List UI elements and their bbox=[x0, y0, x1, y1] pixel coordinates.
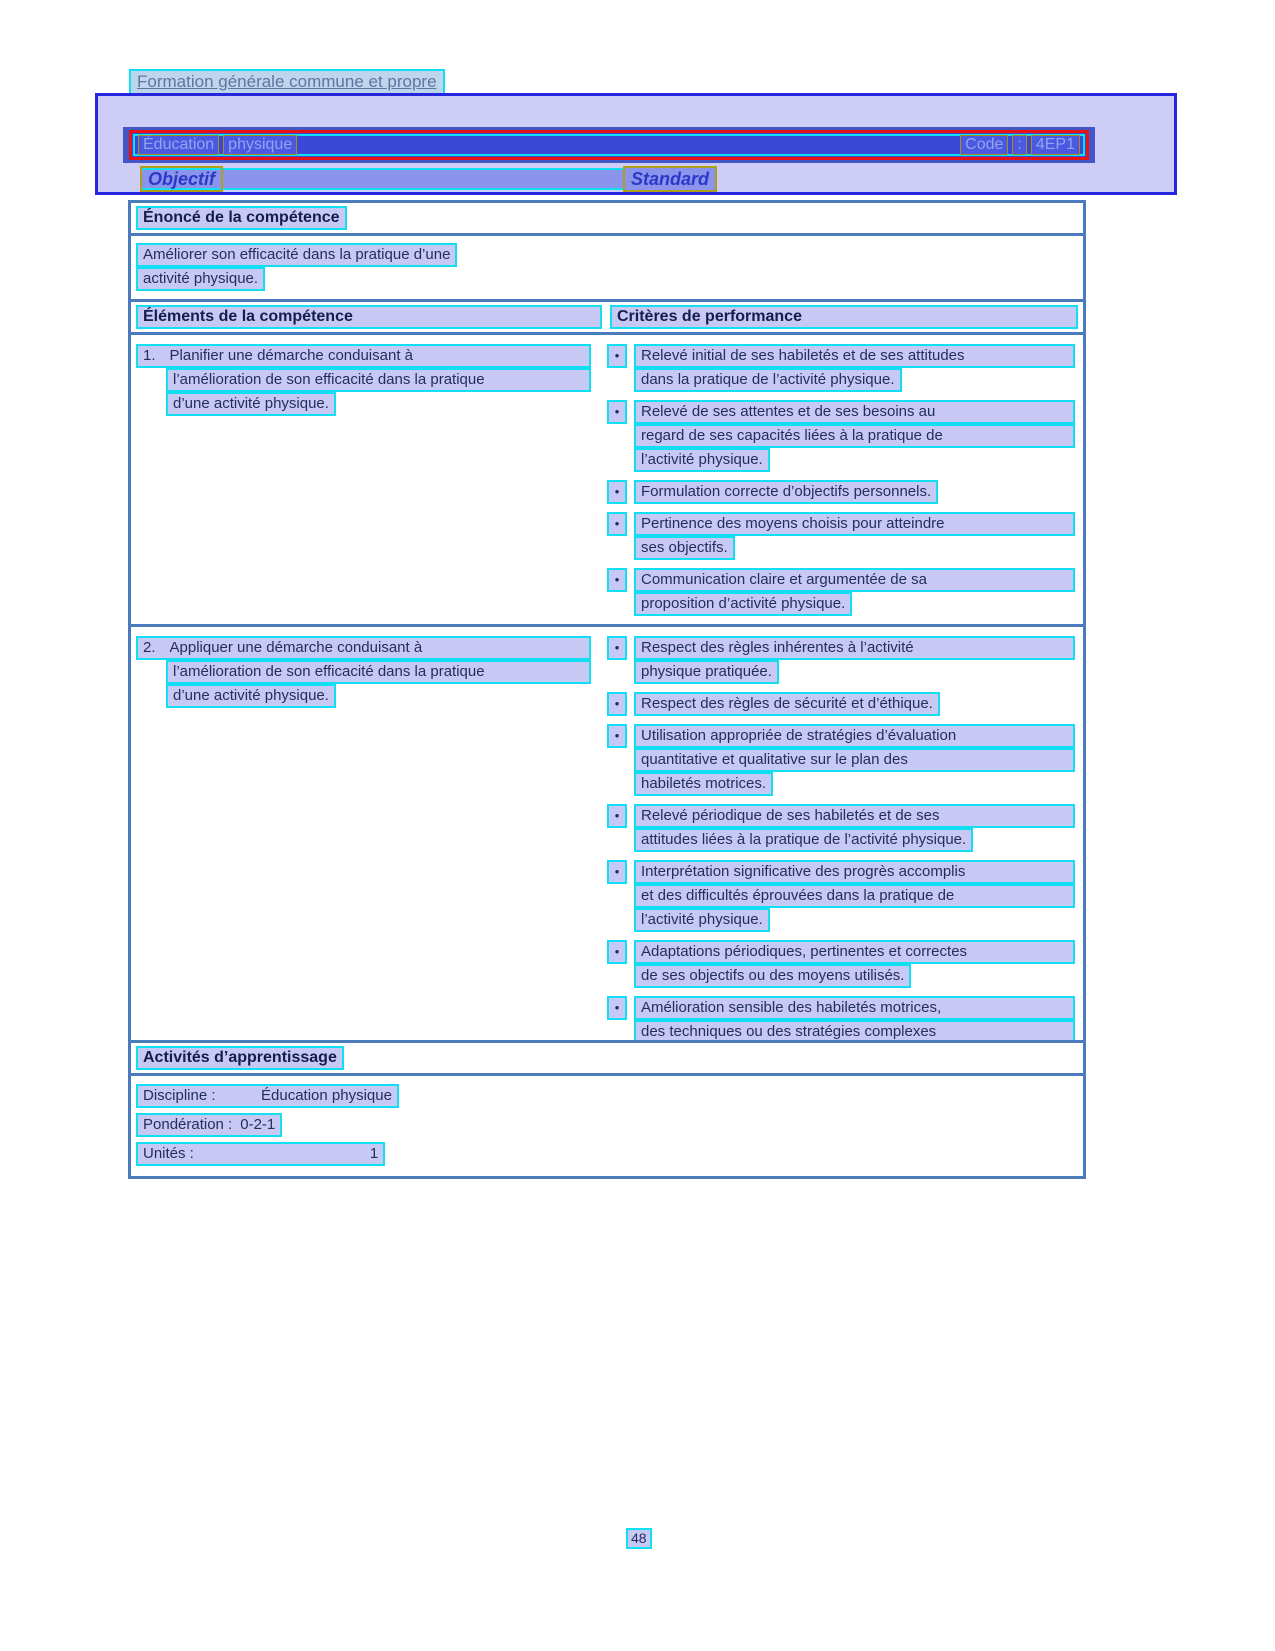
element-cell bbox=[131, 627, 597, 1076]
criterion-line: Amélioration sensible des habiletés motrices, bbox=[634, 996, 1075, 1020]
enonce-table bbox=[128, 200, 1086, 303]
criterion bbox=[607, 860, 1075, 932]
bullet-icon: • bbox=[607, 400, 627, 424]
criterion bbox=[607, 636, 1075, 684]
activites-table bbox=[128, 1040, 1086, 1179]
bullet-icon: • bbox=[607, 568, 627, 592]
subject-banner-line bbox=[133, 134, 1085, 156]
code-separator: : bbox=[1012, 135, 1026, 155]
bullet-icon: • bbox=[607, 512, 627, 536]
criterion-line: l’activité physique. bbox=[634, 908, 770, 932]
criterion-lines bbox=[634, 480, 1075, 504]
standard-label: Standard bbox=[623, 166, 717, 192]
field-label: Pondération : bbox=[143, 1116, 233, 1133]
criterion bbox=[607, 344, 1075, 392]
criterion-line: Formulation correcte d’objectifs personnels. bbox=[634, 480, 938, 504]
element-line bbox=[136, 344, 591, 368]
criterion bbox=[607, 480, 1075, 504]
criteres-header-cell bbox=[602, 305, 1078, 329]
field-ponderation bbox=[136, 1113, 1077, 1137]
enonce-header-row bbox=[131, 203, 1083, 236]
competence-table bbox=[128, 299, 1086, 1079]
criterion-line: attitudes liées à la pratique de l’activité physique. bbox=[634, 828, 973, 852]
criterion-line: Pertinence des moyens choisis pour atteindre bbox=[634, 512, 1075, 536]
activites-body bbox=[131, 1076, 1083, 1176]
element-line: d’une activité physique. bbox=[166, 684, 336, 708]
bullet-icon: • bbox=[607, 940, 627, 964]
criterion-line: quantitative et qualitative sur le plan des bbox=[634, 748, 1075, 772]
field-value: Éducation physique bbox=[261, 1087, 392, 1104]
activites-title: Activités d’apprentissage bbox=[136, 1046, 344, 1070]
criterion-line: proposition d’activité physique. bbox=[634, 592, 852, 616]
criterion bbox=[607, 692, 1075, 716]
bullet-icon: • bbox=[607, 860, 627, 884]
criterion-line: regard de ses capacités liées à la pratique de bbox=[634, 424, 1075, 448]
enonce-line: Améliorer son efficacité dans la pratique d’une bbox=[136, 243, 457, 267]
criterion-line: physique pratiquée. bbox=[634, 660, 779, 684]
criterion bbox=[607, 804, 1075, 852]
criteres-cell bbox=[597, 627, 1083, 1076]
elements-header-cell bbox=[136, 305, 602, 329]
criterion-line: Relevé initial de ses habiletés et de ses attitudes bbox=[634, 344, 1075, 368]
element-line: d’une activité physique. bbox=[166, 392, 336, 416]
criterion-line: Respect des règles inhérentes à l’activité bbox=[634, 636, 1075, 660]
criterion bbox=[607, 400, 1075, 472]
criterion-lines bbox=[634, 512, 1075, 560]
field-label: Unités : bbox=[143, 1145, 194, 1162]
criterion-line: de ses objectifs ou des moyens utilisés. bbox=[634, 964, 911, 988]
element-cell bbox=[131, 335, 597, 624]
criterion-line: Communication claire et argumentée de sa bbox=[634, 568, 1075, 592]
criterion-line: dans la pratique de l’activité physique. bbox=[634, 368, 902, 392]
criterion-line: Respect des règles de sécurité et d’éthique. bbox=[634, 692, 940, 716]
field-discipline bbox=[136, 1084, 1077, 1108]
criterion-line: Interprétation significative des progrès accomplis bbox=[634, 860, 1075, 884]
code-label: Code bbox=[960, 135, 1008, 155]
subject-word: physique bbox=[223, 135, 297, 155]
competence-row bbox=[131, 335, 1083, 627]
criterion-lines bbox=[634, 860, 1075, 932]
bullet-icon: • bbox=[607, 804, 627, 828]
activites-header-row bbox=[131, 1043, 1083, 1076]
criterion-line: des techniques ou des stratégies complexes bbox=[634, 1020, 1075, 1044]
page-title: Formation générale commune et propre bbox=[129, 69, 445, 95]
subject-banner bbox=[129, 130, 1089, 160]
criterion bbox=[607, 568, 1075, 616]
criterion bbox=[607, 724, 1075, 796]
objectif-standard-panel bbox=[95, 93, 1177, 195]
criteres-cell bbox=[597, 335, 1083, 624]
bullet-icon: • bbox=[607, 636, 627, 660]
field-line bbox=[136, 1142, 385, 1166]
criterion-lines bbox=[634, 568, 1075, 616]
criterion-lines bbox=[634, 692, 1075, 716]
criterion-line: habiletés motrices. bbox=[634, 772, 773, 796]
bullet-icon: • bbox=[607, 344, 627, 368]
bullet-icon: • bbox=[607, 996, 627, 1020]
bullet-icon: • bbox=[607, 480, 627, 504]
criterion bbox=[607, 512, 1075, 560]
criterion bbox=[607, 940, 1075, 988]
criterion-lines bbox=[634, 344, 1075, 392]
criterion-line: Relevé périodique de ses habiletés et de ses bbox=[634, 804, 1075, 828]
field-line bbox=[136, 1084, 399, 1108]
element-number: 1. bbox=[143, 347, 156, 364]
criterion-lines bbox=[634, 940, 1075, 988]
criterion-line: l’activité physique. bbox=[634, 448, 770, 472]
objectif-standard-row bbox=[140, 168, 740, 192]
enonce-title: Énoncé de la compétence bbox=[136, 206, 347, 230]
field-value: 0-2-1 bbox=[240, 1116, 276, 1133]
field-unites bbox=[136, 1142, 1077, 1166]
criterion-line: Relevé de ses attentes et de ses besoins au bbox=[634, 400, 1075, 424]
element-text: Appliquer une démarche conduisant à bbox=[169, 639, 423, 656]
element-line bbox=[136, 636, 591, 660]
objectif-label: Objectif bbox=[140, 166, 223, 192]
element-line: l’amélioration de son efficacité dans la pratique bbox=[166, 660, 591, 684]
element-line: l’amélioration de son efficacité dans la pratique bbox=[166, 368, 591, 392]
enonce-body bbox=[131, 236, 1083, 300]
bullet-icon: • bbox=[607, 724, 627, 748]
subject-banner-band bbox=[123, 127, 1095, 163]
criterion-line: Utilisation appropriée de stratégies d’évaluation bbox=[634, 724, 1075, 748]
field-line bbox=[136, 1113, 282, 1137]
code-value: 4EP1 bbox=[1031, 135, 1080, 155]
criterion-lines bbox=[634, 400, 1075, 472]
criterion-line: et des difficultés éprouvées dans la pratique de bbox=[634, 884, 1075, 908]
criterion-lines bbox=[634, 724, 1075, 796]
subject-word: Éducation bbox=[138, 135, 219, 155]
field-value: 1 bbox=[369, 1145, 379, 1162]
bullet-icon: • bbox=[607, 692, 627, 716]
competence-header-row bbox=[131, 302, 1083, 335]
element-number: 2. bbox=[143, 639, 156, 656]
field-label: Discipline : bbox=[143, 1087, 216, 1104]
elements-header: Éléments de la compétence bbox=[136, 305, 602, 329]
criterion-line: ses objectifs. bbox=[634, 536, 735, 560]
criteres-header: Critères de performance bbox=[610, 305, 1078, 329]
page-number: 48 bbox=[626, 1528, 652, 1549]
criterion-lines bbox=[634, 636, 1075, 684]
criterion-line: Adaptations périodiques, pertinentes et correctes bbox=[634, 940, 1075, 964]
enonce-line: activité physique. bbox=[136, 267, 265, 291]
criterion-lines bbox=[634, 804, 1075, 852]
element-text: Planifier une démarche conduisant à bbox=[169, 347, 414, 364]
competence-row bbox=[131, 627, 1083, 1076]
